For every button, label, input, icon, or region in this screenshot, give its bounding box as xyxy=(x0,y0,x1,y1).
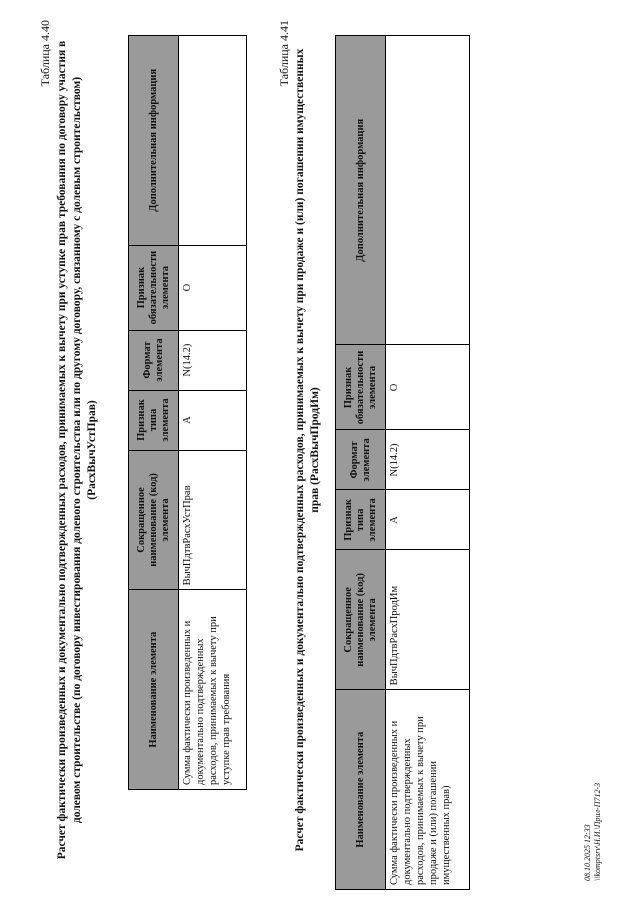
table-4-40 xyxy=(128,35,247,790)
footer-date: 08.10.2025 12:33 xyxy=(583,824,592,881)
col-name-header: Наименование элемента xyxy=(336,690,386,890)
element-format-cell: N(14.2) xyxy=(179,330,247,390)
element-required-cell: О xyxy=(386,345,470,430)
table-4-41-title: Расчет фактически произведенных и документально подтвержденных расходов, принимаемых к вычету при продаже и (или) погашении имущественных прав (РасхВычПродИм) xyxy=(294,48,321,852)
col-name-header: Наименование элемента xyxy=(129,590,179,790)
col-type-header: Признак типа элемента xyxy=(129,390,179,450)
footer-path: \\komptsrv\Н.И.\Прил-П712-3 xyxy=(593,782,602,881)
col-info-header: Дополнительная информация xyxy=(129,36,179,246)
table-4-40-title: Расчет фактически произведенных и документально подтвержденных расходов, принимаемых к вычету при уступке прав требования по договору участия в долевом строительстве (по договору инвестирования долевого строительства или по другому договору, связанному с долевым строительством) (РасхВычУстПрав) xyxy=(56,40,98,860)
element-name-cell: Сумма фактически произведенных и документально подтвержденных расходов, принимаемых к вычету при уступке прав требования xyxy=(179,590,247,790)
col-info-header: Дополнительная информация xyxy=(336,36,386,345)
col-type-header: Признак типа элемента xyxy=(336,490,386,550)
element-code-cell: ВычПдтвРасхПродИм xyxy=(386,550,470,690)
element-code-cell: ВычПдтвРасхУстПрав xyxy=(179,450,247,590)
element-required-cell: О xyxy=(179,245,247,330)
element-type-cell: А xyxy=(179,390,247,450)
col-required-header: Признак обязательности элемента xyxy=(129,245,179,330)
element-name-cell: Сумма фактически произведенных и документально подтвержденных расходов, принимаемых к вычету при продаже и (или) погашении имущественных прав) xyxy=(386,690,470,890)
col-required-header: Признак обязательности элемента xyxy=(336,345,386,430)
footer-stamp xyxy=(583,783,603,881)
table-row xyxy=(179,36,247,790)
element-format-cell: N(14.2) xyxy=(386,430,470,490)
table-4-41-header-row xyxy=(336,36,386,890)
col-code-header: Сокращенное наименование (код) элемента xyxy=(336,550,386,690)
table-4-41-label: Таблица 4.41 xyxy=(277,20,291,87)
col-format-header: Формат элемента xyxy=(129,330,179,390)
element-info-cell xyxy=(179,36,247,246)
col-format-header: Формат элемента xyxy=(336,430,386,490)
table-4-40-label: Таблица 4.40 xyxy=(38,20,52,87)
table-row xyxy=(386,36,470,890)
col-code-header: Сокращенное наименование (код) элемента xyxy=(129,450,179,590)
table-4-40-header-row xyxy=(129,36,179,790)
element-type-cell: А xyxy=(386,490,470,550)
element-info-cell xyxy=(386,36,470,345)
table-4-41 xyxy=(335,35,470,890)
